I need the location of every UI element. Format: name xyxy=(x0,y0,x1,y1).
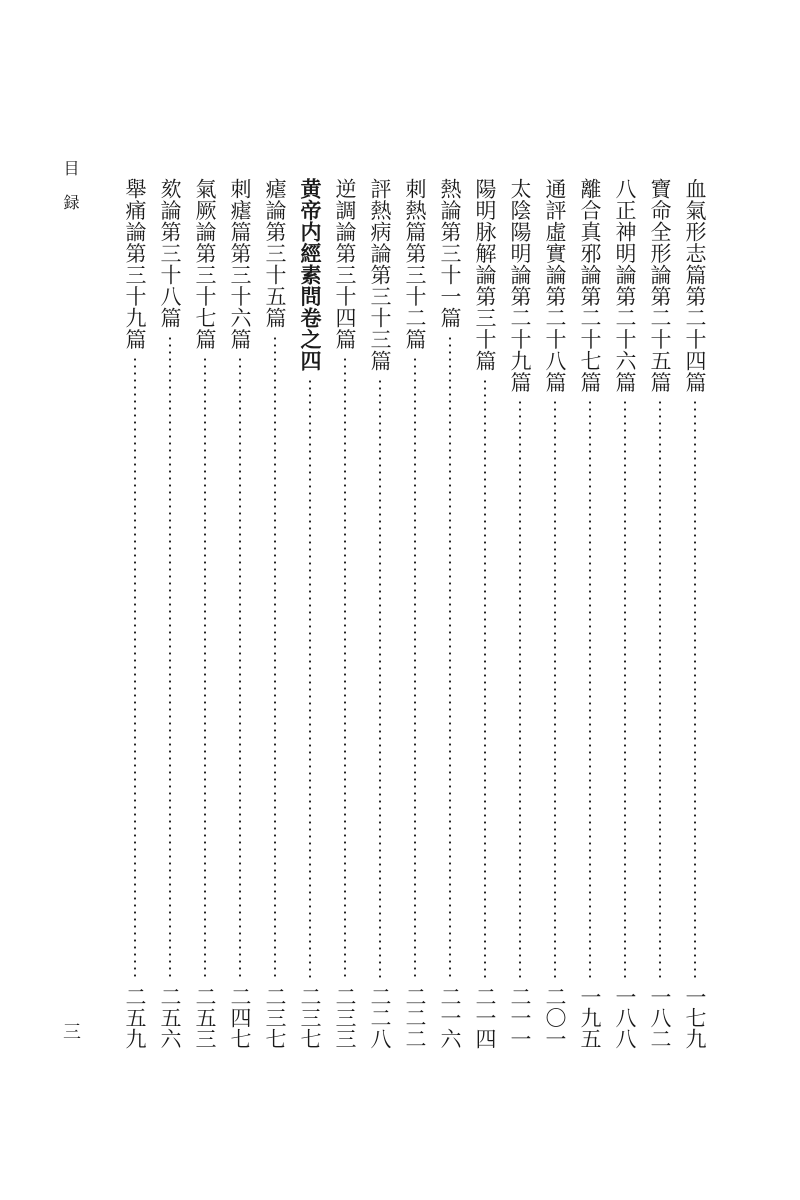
toc-entry-page: 一七九 xyxy=(683,986,707,1049)
dot-leader xyxy=(274,335,276,979)
toc-entry-page: 二二二 xyxy=(403,986,427,1049)
table-of-contents xyxy=(110,178,710,1058)
toc-entry-page: 二五三 xyxy=(193,986,217,1049)
dot-leader xyxy=(204,356,206,978)
dot-leader xyxy=(134,356,136,978)
toc-entry xyxy=(505,178,535,1058)
toc-entry-title: 太陰陽明論第二十九篇 xyxy=(508,178,532,393)
toc-entry xyxy=(575,178,605,1058)
toc-entry-page: 一九五 xyxy=(578,986,602,1049)
toc-entry xyxy=(680,178,710,1058)
toc-entry-page: 二一一 xyxy=(508,986,532,1049)
toc-entry xyxy=(400,178,430,1058)
toc-entry-title: 離合真邪論第二十七篇 xyxy=(578,178,602,393)
toc-entry xyxy=(645,178,675,1058)
toc-entry-title: 瘧論第三十五篇 xyxy=(263,178,287,329)
toc-entry xyxy=(435,178,465,1058)
toc-entry-title: 氣厥論第三十七篇 xyxy=(193,178,217,350)
toc-entry xyxy=(155,178,185,1058)
toc-entry-title: 八正神明論第二十六篇 xyxy=(613,178,637,393)
dot-leader xyxy=(624,399,626,978)
dot-leader xyxy=(554,399,556,978)
toc-entry xyxy=(190,178,220,1058)
toc-volume-heading xyxy=(295,178,325,1058)
toc-entry xyxy=(540,178,570,1058)
toc-entry xyxy=(225,178,255,1058)
dot-leader xyxy=(484,378,486,979)
dot-leader xyxy=(169,335,171,979)
dot-leader xyxy=(414,356,416,978)
page-number: 三 xyxy=(60,1022,81,1040)
toc-entry-title: 舉痛論第三十九篇 xyxy=(123,178,147,350)
toc-entry-title: 血氣形志篇第二十四篇 xyxy=(683,178,707,393)
dot-leader xyxy=(589,399,591,978)
toc-entry xyxy=(610,178,640,1058)
dot-leader xyxy=(659,399,661,978)
toc-entry-title: 欬論第三十八篇 xyxy=(158,178,182,329)
dot-leader xyxy=(694,399,696,978)
toc-entry xyxy=(260,178,290,1058)
toc-entry-page: 二三三 xyxy=(333,986,357,1049)
toc-entry-page: 二三七 xyxy=(263,986,287,1049)
toc-entry xyxy=(330,178,360,1058)
dot-leader xyxy=(344,356,346,978)
toc-entry-title: 熱論第三十一篇 xyxy=(438,178,462,329)
dot-leader xyxy=(379,378,381,979)
toc-entry-page: 二二八 xyxy=(368,986,392,1049)
toc-entry-page: 一八二 xyxy=(648,986,672,1049)
toc-entry-page: 二三七 xyxy=(298,986,322,1049)
dot-leader xyxy=(449,335,451,979)
toc-entry-page: 二〇一 xyxy=(543,986,567,1049)
toc-entry-title: 寶命全形論第二十五篇 xyxy=(648,178,672,393)
toc-entry-page: 一八八 xyxy=(613,986,637,1049)
dot-leader xyxy=(309,378,311,979)
toc-entry-title: 通評虛實論第二十八篇 xyxy=(543,178,567,393)
toc-entry-page: 二一六 xyxy=(438,986,462,1049)
toc-entry xyxy=(120,178,150,1058)
toc-entry-title: 評熱病論第三十三篇 xyxy=(368,178,392,372)
toc-entry-title: 刺熱篇第三十二篇 xyxy=(403,178,427,350)
side-title: 目録 xyxy=(61,160,80,228)
toc-entry xyxy=(470,178,500,1058)
toc-entry-page: 二四七 xyxy=(228,986,252,1049)
dot-leader xyxy=(239,356,241,978)
toc-entry-page: 二一四 xyxy=(473,986,497,1049)
toc-entry-title: 逆調論第三十四篇 xyxy=(333,178,357,350)
toc-entry-title: 刺瘧篇第三十六篇 xyxy=(228,178,252,350)
dot-leader xyxy=(519,399,521,978)
toc-entry-page: 二五六 xyxy=(158,986,182,1049)
toc-entry-page: 二五九 xyxy=(123,986,147,1049)
toc-entry xyxy=(365,178,395,1058)
toc-entry-title: 黄帝内經素問卷之四 xyxy=(298,178,322,372)
toc-entry-title: 陽明脉解論第三十篇 xyxy=(473,178,497,372)
